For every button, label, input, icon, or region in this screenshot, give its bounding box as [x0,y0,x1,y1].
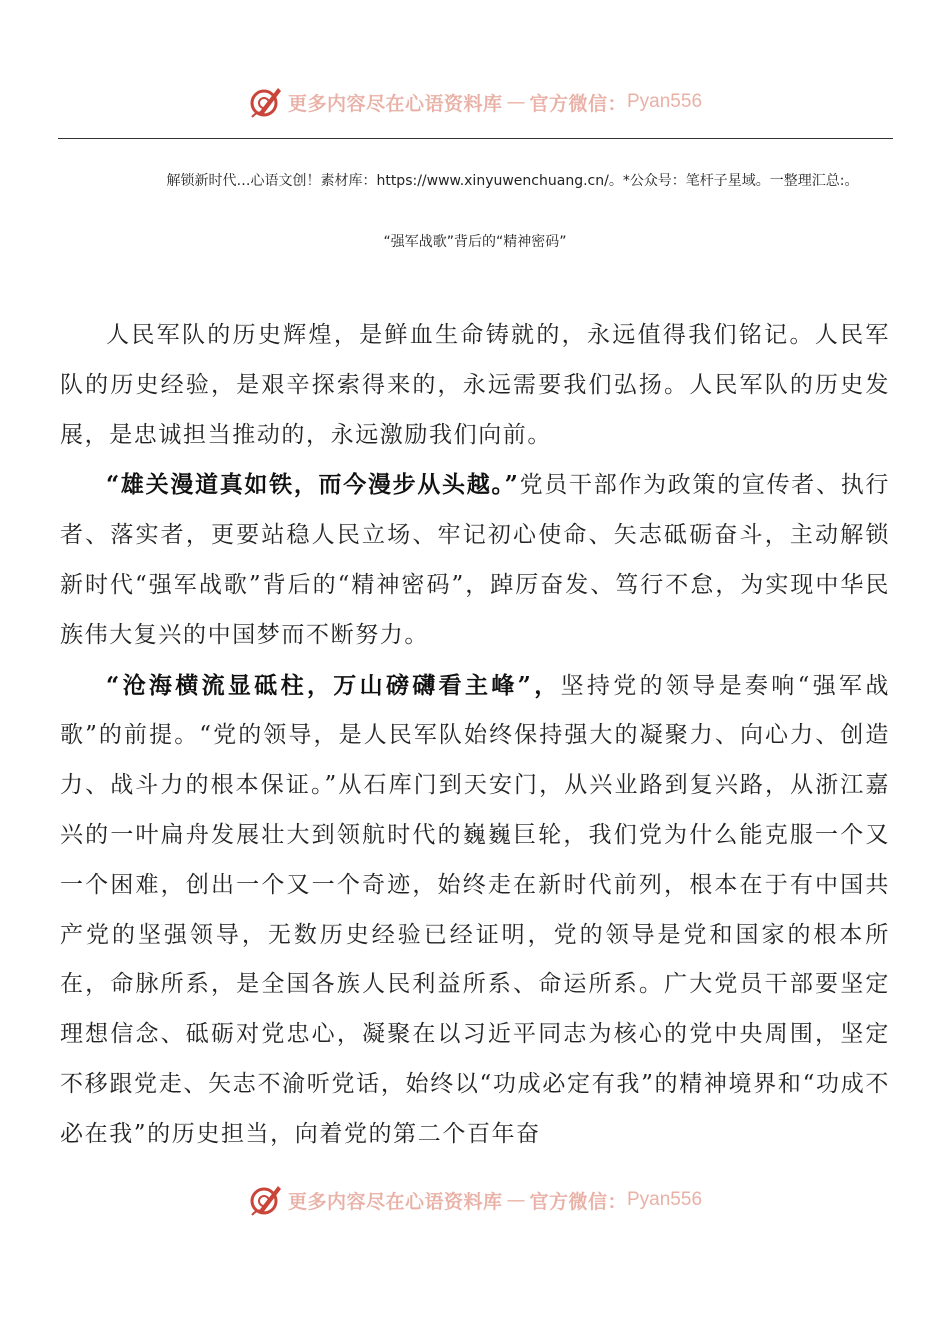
paragraph-lead: “雄关漫道真如铁，而今漫步从头越。” [106,471,520,499]
header-banner [0,82,950,122]
paragraph-lead: “沧海横流显砥柱，万山磅礴看主峰”， [106,671,561,699]
paragraph-3 [60,661,890,1160]
paragraph-text: 坚持党的领导是奏响“强军战歌”的前提。“党的领导，是人民军队始终保持强大的凝聚力、向心力、创造力、战斗力的根本保证。”从石库门到天安门，从兴业路到复兴路，从浙江嘉兴的一叶扁舟发展壮大到领航时代的巍巍巨轮，我们党为什么能克服一个又一个困难，创出一个又一个奇迹，始终走在新时代前列，根本在于有中国共产党的坚强领导，无数历史经验已经证明，党的领导是党和国家的根本所在，命脉所系，是全国各族人民利益所系、命运所系。广大党员干部要坚定理想信念、砥砺对党忠心，凝聚在以习近平同志为核心的党中央周围，坚定不移跟党走、矢志不渝听党话，始终以“功成必定有我”的精神境界和“功成不必在我”的历史担当，向着党的第二个百年奋 [60,672,890,1147]
footer-banner [0,1180,950,1220]
paragraph-text: 党员干部作为政策的宣传者、执行者、落实者，更要站稳人民立场、牢记初心使命、矢志砥砺奋斗，主动解锁新时代“强军战歌”背后的“精神密码”，踔厉奋发、笃行不怠，为实现中华民族伟大复兴的中国梦而不断努力。 [60,472,891,648]
banner-wechat-id: Pyan556 [627,91,703,112]
document-title: “强军战歌”背后的“精神密码” [383,234,567,250]
header-divider [58,138,893,139]
pen-logo-icon [248,84,284,120]
source-line: 解锁新时代…心语文创！素材库：https://www.xinyuwenchuang.cn/。*公众号：笔杆子星域。一整理汇总:。 [166,173,859,189]
paragraph-text: 人民军队的历史辉煌，是鲜血生命铸就的，永远值得我们铭记。人民军队的历史经验，是艰辛探索得来的，永远需要我们弘扬。人民军队的历史发展，是忠诚担当推动的，永远激励我们向前。 [60,322,890,448]
paragraph-2 [60,460,890,660]
banner-wechat-id: Pyan556 [627,1189,703,1210]
document-body [60,310,890,1160]
pen-logo-icon [248,1182,284,1218]
banner-official: 官方微信： [529,1190,627,1213]
banner-official: 官方微信： [529,92,627,115]
banner-separator: — [506,91,526,113]
paragraph-1 [60,310,890,460]
banner-text: 更多内容尽在心语资料库 [287,1190,503,1213]
banner-separator: — [506,1189,526,1211]
banner-text: 更多内容尽在心语资料库 [287,92,503,115]
